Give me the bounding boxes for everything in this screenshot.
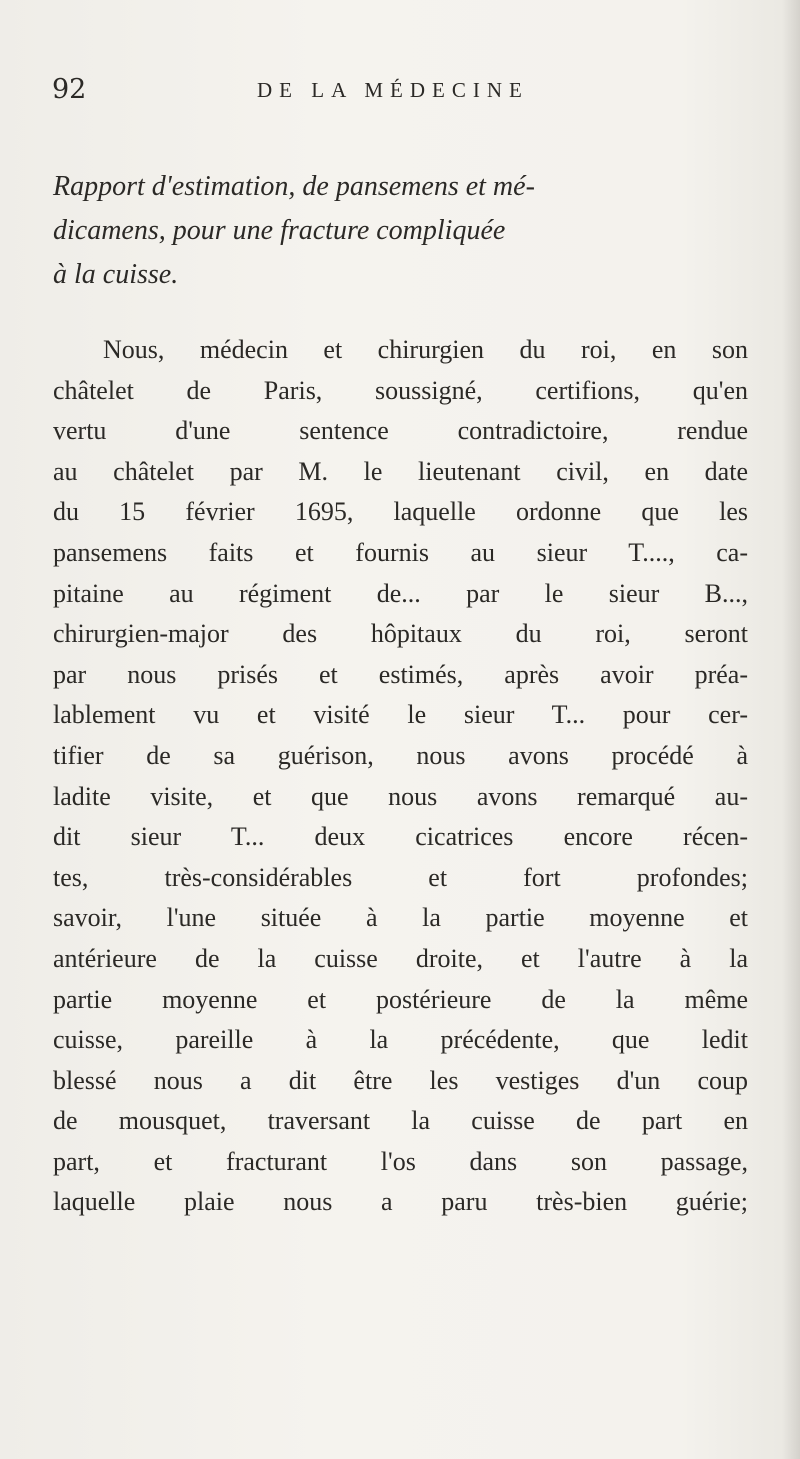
- running-head: DE LA MÉDECINE: [257, 78, 529, 102]
- body-line: vertu d'une sentence contradictoire, rendue: [53, 416, 748, 446]
- title-line: à la cuisse.: [53, 259, 179, 290]
- body-line: de mousquet, traversant la cuisse de part en: [53, 1106, 748, 1136]
- body-line: blessé nous a dit être les vestiges d'un coup: [53, 1065, 748, 1095]
- body-line: au châtelet par M. le lieutenant civil, en date: [53, 456, 748, 486]
- body-line: ladite visite, et que nous avons remarqué au-: [53, 781, 748, 811]
- page-number: 92: [52, 74, 87, 105]
- body-line: chirurgien-major des hôpitaux du roi, seront: [53, 619, 748, 649]
- body-line: pitaine au régiment de... par le sieur B...,: [53, 578, 748, 608]
- body-line: laquelle plaie nous a paru très-bien guérie;: [53, 1187, 748, 1217]
- body-line: cuisse, pareille à la précédente, que ledit: [53, 1025, 748, 1055]
- page-edge-shadow: [782, 0, 800, 1459]
- body-line: antérieure de la cuisse droite, et l'autre à la: [53, 943, 748, 973]
- body-line: dit sieur T... deux cicatrices encore récen-: [53, 822, 748, 852]
- body-line: savoir, l'une située à la partie moyenne et: [53, 903, 748, 933]
- body-line: par nous prisés et estimés, après avoir préa-: [53, 659, 748, 689]
- title-line: Rapport d'estimation, de pansemens et mé-: [53, 171, 535, 202]
- body-line: tifier de sa guérison, nous avons procédé à: [53, 740, 748, 770]
- body-line: partie moyenne et postérieure de la même: [53, 984, 748, 1014]
- body-line: châtelet de Paris, soussigné, certifions, qu'en: [53, 375, 748, 405]
- body-line: Nous, médecin et chirurgien du roi, en son: [103, 335, 748, 364]
- body-line: pansemens faits et fournis au sieur T...., ca-: [53, 537, 748, 567]
- body-line: part, et fracturant l'os dans son passage,: [53, 1146, 748, 1176]
- body-paragraph: [53, 330, 748, 1223]
- title-line: dicamens, pour une fracture compliquée: [53, 215, 506, 246]
- body-line: tes, très-considérables et fort profondes;: [53, 862, 748, 892]
- page-header: [52, 74, 752, 114]
- section-title: [53, 165, 743, 297]
- body-line: lablement vu et visité le sieur T... pour cer-: [53, 700, 748, 730]
- body-line: du 15 février 1695, laquelle ordonne que les: [53, 497, 748, 527]
